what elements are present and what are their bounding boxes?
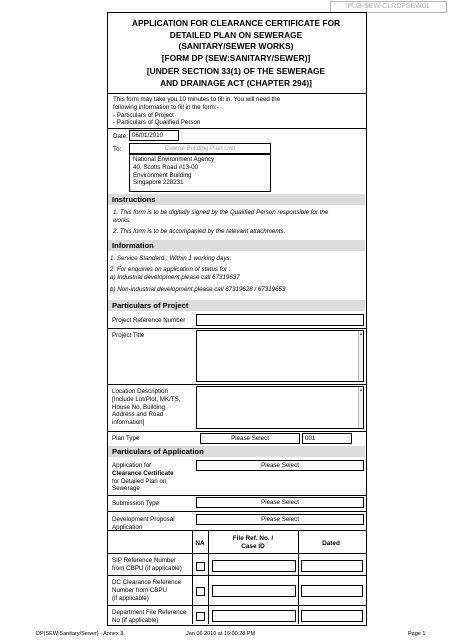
- col-dated-header: Dated: [322, 540, 340, 547]
- dept-ref-input[interactable]: [212, 610, 296, 622]
- intro-divider: [107, 128, 367, 129]
- form-id-label: PUB-SEW-CLRDPSEW01: [330, 1, 447, 13]
- application-for-divider: [107, 495, 367, 496]
- intro-text: This form may take you 10 minutes to fill in. You will need the following information to fill in the form:- - Particulars of Project - Particulars of Qualified Person: [113, 96, 281, 127]
- application-heading: Particulars of Application: [108, 446, 365, 457]
- location-scrollbar[interactable]: [358, 387, 363, 428]
- instructions-list: 1. This form is to be digitally signed by the Qualified Person responsible for the works. 2. This form is to be accompanied by the relevant attachments.: [113, 209, 329, 235]
- application-for-label: Application for Clearance Certificate for Detailed Plan on Sewerage: [112, 462, 174, 493]
- information-heading: Information: [108, 240, 365, 251]
- sip-ref-input[interactable]: [212, 560, 296, 572]
- unit-field[interactable]: Central Building Plan Unit: [129, 143, 271, 154]
- sip-na-checkbox[interactable]: [196, 562, 205, 571]
- project-ref-label: Project Reference Number: [112, 317, 186, 324]
- project-ref-input[interactable]: [196, 314, 364, 326]
- form-title: APPLICATION FOR CLEARANCE CERTIFICATE FOR DETAILED PLAN ON SEWERAGE (SANITARY/SEWER WORKS) [FORM DP (SEW:SANITARY/SEWER)] [UNDER SECTION 33(1) OF THE SEWERAGE AND DRAINAGE ACT (CHAPTER 294)]: [131, 18, 341, 88]
- information-list: 1. Service Standard : Within 1 working days. 2. For enquiries on application of status for : a) Industrial development,please call 67319637 b) Non-industrial development,please call 67319628 / 67319653: [110, 255, 286, 294]
- development-proposal-label: Development Proposal Application: [112, 516, 175, 531]
- submission-type-label: Submission Type: [112, 500, 160, 507]
- sip-date-input[interactable]: [301, 560, 363, 572]
- scroll-up-icon: ▲: [359, 387, 363, 392]
- dc-na-checkbox[interactable]: [196, 587, 205, 596]
- project-title-scrollbar[interactable]: [358, 331, 363, 381]
- footer-page-number: Page 1: [408, 631, 426, 637]
- plan-type-code: 001: [302, 433, 352, 444]
- submission-divider: [107, 511, 367, 512]
- footer-form-name: DP(SEW:Sanitary/Sewer) - Annex 3: [36, 631, 124, 637]
- location-divider: [107, 431, 367, 432]
- sip-ref-label: SIP Reference Number from CBPU (if applicable): [112, 557, 182, 572]
- footer-timestamp: Jan 06 2010 at 16:00:28 PM: [186, 631, 256, 637]
- col-ref-header: File Ref. No. / Case ID: [232, 535, 274, 550]
- ref-table-header-divider: [107, 553, 367, 554]
- plan-type-select[interactable]: Please Select: [200, 433, 300, 444]
- development-proposal-select[interactable]: Please Select: [196, 514, 364, 525]
- location-label: Location Description [Include Lot/Plot, MK/TS, House No, Building Address and Road information]: [112, 388, 181, 427]
- ref-table-top: [107, 530, 367, 531]
- dc-date-input[interactable]: [301, 585, 363, 597]
- project-ref-divider: [107, 328, 367, 329]
- project-title-divider: [107, 384, 367, 385]
- title-divider: [107, 93, 367, 94]
- scroll-up-icon: ▲: [359, 331, 363, 336]
- location-input[interactable]: [196, 386, 364, 429]
- date-label: Date:: [113, 133, 128, 140]
- dept-ref-label: Department File Reference No (if applicable): [112, 609, 187, 624]
- address-box: National Environment Agency 40, Scotts Road #13-00 Environment Building Singapore 228231: [129, 154, 271, 192]
- project-heading: Particulars of Project: [108, 300, 365, 311]
- col-na-header: NA: [195, 540, 205, 547]
- dept-date-input[interactable]: [301, 610, 363, 622]
- instructions-heading: Instructions: [108, 194, 365, 205]
- dept-na-checkbox[interactable]: [196, 612, 205, 621]
- dc-ref-label: DC Clearance Reference Number from CBPU (if applicable): [112, 579, 182, 602]
- dc-divider: [107, 605, 367, 606]
- project-title-input[interactable]: [196, 330, 364, 382]
- sip-divider: [107, 575, 367, 576]
- project-title-label: Project Title: [112, 332, 145, 339]
- plan-type-label: Plan Type: [112, 435, 140, 442]
- dc-ref-input[interactable]: [212, 585, 296, 597]
- application-for-select[interactable]: Please Select: [196, 460, 364, 471]
- date-field[interactable]: 06/01/2010: [129, 130, 179, 141]
- to-label: To:: [113, 146, 122, 153]
- submission-type-select[interactable]: Please Select: [196, 497, 364, 508]
